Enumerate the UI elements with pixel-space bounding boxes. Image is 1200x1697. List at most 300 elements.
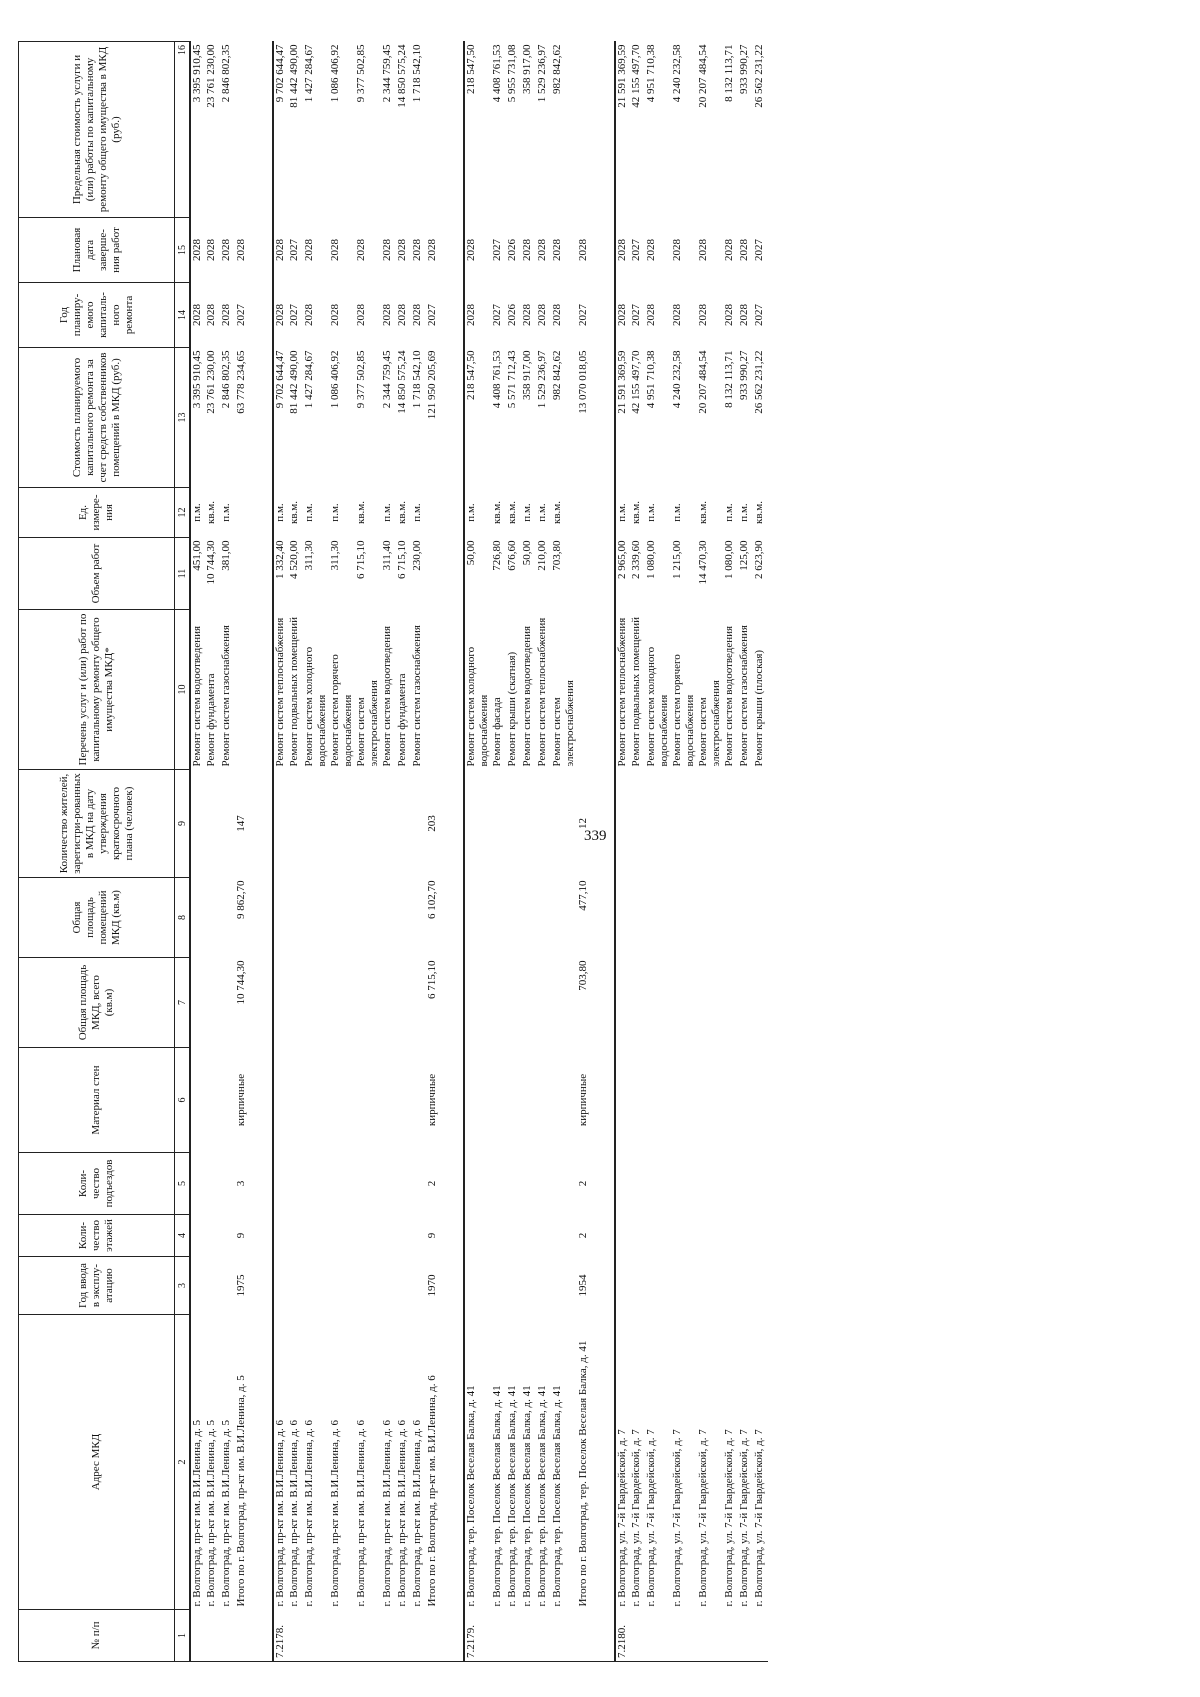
work-volume-cell: 676,60 — [506, 540, 518, 571]
limit-cost-cell: 1 086 406,92 — [329, 44, 341, 103]
entrances-cell — [738, 1153, 753, 1215]
work-type-cell: Ремонт систем электроснабжения — [697, 680, 722, 767]
entrances-cell: 3 — [235, 1180, 247, 1187]
work-type-cell: Ремонт систем газоснабжения — [738, 625, 750, 767]
repair-year-cell: 2028 — [464, 283, 491, 348]
year-built-cell — [411, 1257, 426, 1315]
wall-material-cell — [411, 1048, 426, 1153]
repair-cost-cell: 20 207 484,54 — [697, 350, 709, 414]
column-header-11: Объем работ — [19, 538, 175, 610]
entrances-cell — [536, 1153, 551, 1215]
address-cell: г. Волгоград, ул. 7-й Гвардейской, д. 7 — [753, 1429, 765, 1607]
floors-cell — [521, 1215, 536, 1257]
floors-cell — [464, 1215, 491, 1257]
entrances-cell — [671, 1153, 697, 1215]
floors-cell — [491, 1215, 506, 1257]
wall-material-cell — [273, 1048, 288, 1153]
repair-year-cell: 2028 — [671, 304, 683, 326]
residents-cell — [551, 770, 577, 878]
entrances-cell — [329, 1153, 355, 1215]
table-row — [355, 42, 381, 1662]
floors-cell — [411, 1215, 426, 1257]
work-type-cell: Ремонт систем теплоснабжения — [273, 610, 288, 770]
year-built-cell — [723, 1257, 738, 1315]
unit-cell: п.м. — [190, 488, 205, 538]
work-type-cell: Ремонт подвальных помещений — [630, 616, 642, 767]
floors-cell — [381, 1215, 396, 1257]
repair-cost-cell: 21 591 369,59 — [615, 348, 630, 488]
total-area-cell — [645, 958, 671, 1048]
limit-cost-cell: 81 442 490,00 — [288, 44, 300, 108]
unit-cell: п.м. — [738, 503, 750, 522]
wall-material-cell — [329, 1048, 355, 1153]
total-area-cell — [671, 958, 697, 1048]
address-cell: г. Волгоград, ул. 7-й Гвардейской, д. 7 — [645, 1429, 657, 1607]
table-body — [190, 42, 768, 1662]
work-type-cell: Ремонт систем холодного водоснабжения — [303, 646, 328, 767]
end-date-cell: 2027 — [491, 239, 503, 261]
unit-cell: кв.м. — [355, 501, 367, 524]
row-number-cell — [396, 1610, 411, 1662]
end-date-cell: 2028 — [381, 239, 393, 261]
spacer-row — [441, 42, 464, 1662]
column-number-15: 15 — [175, 218, 191, 283]
year-built-cell — [381, 1257, 396, 1315]
premises-area-cell — [205, 878, 220, 958]
residents-cell — [303, 770, 329, 878]
premises-area-cell — [491, 878, 506, 958]
limit-cost-cell: 358 917,00 — [521, 44, 533, 94]
total-area-cell — [506, 958, 521, 1048]
table-row — [329, 42, 355, 1662]
residents-cell — [205, 770, 220, 878]
wall-material-cell — [615, 1048, 630, 1153]
repair-year-cell: 2027 — [426, 304, 438, 326]
wall-material-cell — [671, 1048, 697, 1153]
work-type-cell: Ремонт систем холодного водоснабжения — [645, 646, 670, 767]
floors-cell — [273, 1215, 288, 1257]
premises-area-cell — [273, 878, 288, 958]
work-volume-cell — [235, 538, 250, 610]
column-header-12: Ед. измере-ния — [19, 488, 175, 538]
unit-cell: п.м. — [615, 488, 630, 538]
repair-year-cell: 2028 — [697, 304, 709, 326]
residents-cell — [521, 770, 536, 878]
column-header-7: Общая площадь МКД, всего (кв.м) — [19, 958, 175, 1048]
year-built-cell — [521, 1257, 536, 1315]
row-number-cell — [355, 1610, 381, 1662]
end-date-cell: 2028 — [645, 239, 657, 261]
unit-cell: кв.м. — [697, 501, 709, 524]
row-number-cell — [645, 1610, 671, 1662]
repair-cost-cell: 4 408 761,53 — [491, 350, 503, 409]
year-built-cell: 1975 — [235, 1274, 247, 1297]
entrances-cell — [381, 1153, 396, 1215]
work-volume-cell: 10 744,30 — [205, 540, 217, 585]
work-type-cell: Ремонт крыши (плоская) — [753, 649, 765, 767]
repair-year-cell: 2027 — [753, 304, 765, 326]
entrances-cell — [630, 1153, 645, 1215]
row-number-cell — [577, 1610, 592, 1662]
column-header-16: Предельная стоимость услуги и (или) работы по капитальному ремонту общего имущества в МКД (руб.) — [19, 42, 175, 218]
repair-cost-cell: 63 778 234,65 — [235, 350, 247, 414]
repair-year-cell: 2027 — [577, 304, 589, 326]
floors-cell — [288, 1215, 303, 1257]
column-number-3: 3 — [175, 1257, 191, 1315]
row-number-cell — [521, 1610, 536, 1662]
end-date-cell: 2028 — [723, 239, 735, 261]
limit-cost-cell: 14 850 575,24 — [396, 44, 408, 108]
year-built-cell — [288, 1257, 303, 1315]
table-row — [521, 42, 536, 1662]
work-volume-cell: 210,00 — [536, 540, 548, 571]
premises-area-cell — [355, 878, 381, 958]
total-area-cell — [205, 958, 220, 1048]
total-row — [235, 42, 250, 1662]
repair-cost-cell: 9 702 644,47 — [273, 348, 288, 488]
wall-material-cell — [190, 1048, 205, 1153]
total-area-cell — [615, 958, 630, 1048]
floors-cell — [697, 1215, 723, 1257]
work-type-cell — [426, 610, 441, 770]
repair-cost-cell: 121 950 205,69 — [426, 350, 438, 420]
limit-cost-cell: 1 529 236,97 — [536, 44, 548, 103]
total-row — [426, 42, 441, 1662]
repair-year-cell: 2027 — [235, 304, 247, 326]
work-type-cell: Ремонт систем теплоснабжения — [536, 617, 548, 767]
work-volume-cell: 1 080,00 — [645, 540, 657, 579]
wall-material-cell — [521, 1048, 536, 1153]
entrances-cell — [491, 1153, 506, 1215]
year-built-cell — [506, 1257, 521, 1315]
work-type-cell: Ремонт систем горячего водоснабжения — [329, 654, 354, 767]
end-date-cell: 2028 — [273, 218, 288, 283]
work-type-cell: Ремонт крыши (скатная) — [506, 651, 518, 767]
wall-material-cell — [303, 1048, 329, 1153]
unit-cell: кв.м. — [288, 501, 300, 524]
floors-cell — [551, 1215, 577, 1257]
address-cell: г. Волгоград, тер. Поселок Веселая Балка, д. 41 — [521, 1385, 533, 1607]
work-volume-cell: 726,80 — [491, 540, 503, 571]
repair-cost-cell: 13 070 018,05 — [577, 350, 589, 414]
year-built-cell: 1970 — [426, 1274, 438, 1297]
year-built-cell: 1954 — [577, 1274, 589, 1297]
entrances-cell — [645, 1153, 671, 1215]
table-row — [396, 42, 411, 1662]
year-built-cell — [303, 1257, 329, 1315]
premises-area-cell — [615, 878, 630, 958]
residents-cell: 12 — [577, 818, 589, 829]
entrances-cell — [506, 1153, 521, 1215]
floors-cell: 9 — [426, 1232, 438, 1239]
residents-cell — [630, 770, 645, 878]
year-built-cell — [273, 1257, 288, 1315]
entrances-cell: 2 — [577, 1180, 589, 1187]
work-volume-cell: 6 715,10 — [355, 540, 367, 579]
premises-area-cell — [521, 878, 536, 958]
entrances-cell — [303, 1153, 329, 1215]
limit-cost-cell: 9 702 644,47 — [273, 42, 288, 218]
entrances-cell — [697, 1153, 723, 1215]
residents-cell — [738, 770, 753, 878]
row-number-cell — [329, 1610, 355, 1662]
address-cell: г. Волгоград, пр-кт им. В.И.Ленина, д. 6 — [273, 1315, 288, 1610]
address-cell: г. Волгоград, ул. 7-й Гвардейской, д. 7 — [630, 1429, 642, 1607]
unit-cell: п.м. — [329, 503, 341, 522]
limit-cost-cell: 21 591 369,59 — [615, 42, 630, 218]
repair-year-cell: 2028 — [411, 304, 423, 326]
address-cell: г. Волгоград, пр-кт им. В.И.Ленина, д. 6 — [329, 1419, 341, 1607]
repair-year-cell: 2028 — [273, 283, 288, 348]
capital-repair-table — [18, 41, 768, 1662]
work-volume-cell: 230,00 — [411, 540, 423, 571]
premises-area-cell — [220, 878, 235, 958]
work-volume-cell: 1 080,00 — [723, 540, 735, 579]
total-area-cell — [521, 958, 536, 1048]
table-row — [697, 42, 723, 1662]
column-number-7: 7 — [175, 958, 191, 1048]
premises-area-cell — [329, 878, 355, 958]
column-header-9: Количество жителей, зарегистри-рованных в МКД на дату утверждения краткосрочного плана (человек) — [19, 770, 175, 878]
address-cell: г. Волгоград, ул. 7-й Гвардейской, д. 7 — [697, 1429, 709, 1607]
repair-year-cell: 2028 — [723, 304, 735, 326]
column-header-4: Коли-чество этажей — [19, 1215, 175, 1257]
column-number-8: 8 — [175, 878, 191, 958]
residents-cell — [506, 770, 521, 878]
entrances-cell — [411, 1153, 426, 1215]
limit-cost-cell: 218 547,50 — [464, 42, 491, 218]
unit-cell — [426, 488, 441, 538]
column-header-15: Плановая дата заверше-ния работ — [19, 218, 175, 283]
end-date-cell: 2028 — [671, 239, 683, 261]
repair-cost-cell: 3 395 910,45 — [190, 348, 205, 488]
residents-cell: 203 — [426, 815, 438, 832]
premises-area-cell: 6 102,70 — [426, 880, 438, 919]
limit-cost-cell: 42 155 497,70 — [630, 44, 642, 108]
repair-cost-cell: 982 842,62 — [551, 350, 563, 400]
address-cell: г. Волгоград, пр-кт им. В.И.Ленина, д. 5 — [220, 1419, 232, 1607]
end-date-cell: 2027 — [288, 239, 300, 261]
end-date-cell: 2028 — [205, 239, 217, 261]
work-type-cell — [577, 610, 592, 770]
repair-cost-cell: 358 917,00 — [521, 350, 533, 400]
unit-cell: п.м. — [671, 503, 683, 522]
end-date-cell: 2027 — [630, 239, 642, 261]
unit-cell: п.м. — [273, 488, 288, 538]
address-cell: г. Волгоград, пр-кт им. В.И.Ленина, д. 6 — [303, 1419, 315, 1607]
total-area-cell — [738, 958, 753, 1048]
table-row — [738, 42, 753, 1662]
row-number-cell — [303, 1610, 329, 1662]
table-row — [220, 42, 235, 1662]
total-row — [577, 42, 592, 1662]
premises-area-cell — [738, 878, 753, 958]
end-date-cell: 2028 — [396, 239, 408, 261]
column-number-14: 14 — [175, 283, 191, 348]
total-area-cell — [355, 958, 381, 1048]
floors-cell — [753, 1215, 768, 1257]
repair-year-cell: 2028 — [738, 304, 750, 326]
wall-material-cell — [205, 1048, 220, 1153]
limit-cost-cell — [235, 42, 250, 218]
table-row — [273, 42, 288, 1662]
unit-cell: кв.м. — [491, 501, 503, 524]
limit-cost-cell: 2 344 759,45 — [381, 44, 393, 103]
work-type-cell: Ремонт систем электроснабжения — [355, 680, 380, 767]
residents-cell — [288, 770, 303, 878]
total-area-cell — [491, 958, 506, 1048]
repair-cost-cell: 14 850 575,24 — [396, 350, 408, 414]
wall-material-cell — [288, 1048, 303, 1153]
work-volume-cell: 451,00 — [190, 538, 205, 610]
total-area-cell — [273, 958, 288, 1048]
end-date-cell: 2028 — [577, 239, 589, 261]
row-number-cell — [536, 1610, 551, 1662]
limit-cost-cell: 982 842,62 — [551, 44, 563, 94]
repair-cost-cell: 2 846 802,35 — [220, 350, 232, 409]
year-built-cell — [205, 1257, 220, 1315]
unit-cell: п.м. — [536, 503, 548, 522]
row-number-cell — [220, 1610, 235, 1662]
row-number-cell: 7.2178. — [273, 1610, 288, 1662]
column-number-4: 4 — [175, 1215, 191, 1257]
address-cell: г. Волгоград, ул. 7-й Гвардейской, д. 7 — [615, 1315, 630, 1610]
total-area-cell — [753, 958, 768, 1048]
spacer-cell — [592, 42, 615, 1662]
residents-cell — [464, 770, 491, 878]
work-type-cell: Ремонт фундамента — [396, 673, 408, 767]
row-number-cell — [491, 1610, 506, 1662]
column-header-13: Стоимость планируемого капитального ремонта за счет средств собственников помещений в МКД (руб.) — [19, 348, 175, 488]
total-area-cell: 10 744,30 — [235, 960, 247, 1005]
spacer-cell — [250, 42, 273, 1662]
table-row — [288, 42, 303, 1662]
row-number-cell — [506, 1610, 521, 1662]
wall-material-cell — [506, 1048, 521, 1153]
entrances-cell: 2 — [426, 1180, 438, 1187]
work-volume-cell: 703,80 — [551, 540, 563, 571]
premises-area-cell — [288, 878, 303, 958]
column-number-row — [175, 42, 191, 1662]
limit-cost-cell: 23 761 230,00 — [205, 44, 217, 108]
wall-material-cell — [536, 1048, 551, 1153]
year-built-cell — [491, 1257, 506, 1315]
table-row — [205, 42, 220, 1662]
work-type-cell: Ремонт систем теплоснабжения — [615, 610, 630, 770]
total-area-cell — [288, 958, 303, 1048]
repair-cost-cell: 81 442 490,00 — [288, 350, 300, 414]
limit-cost-cell — [426, 42, 441, 218]
total-area-cell — [551, 958, 577, 1048]
work-type-cell: Ремонт систем электроснабжения — [551, 680, 576, 767]
repair-cost-cell: 42 155 497,70 — [630, 350, 642, 414]
entrances-cell — [220, 1153, 235, 1215]
address-cell: г. Волгоград, тер. Поселок Веселая Балка, д. 41 — [536, 1385, 548, 1607]
total-area-cell — [381, 958, 396, 1048]
address-cell: г. Волгоград, тер. Поселок Веселая Балка, д. 41 — [506, 1385, 518, 1607]
limit-cost-cell: 1 718 542,10 — [411, 44, 423, 103]
end-date-cell: 2028 — [697, 239, 709, 261]
table-row — [464, 42, 491, 1662]
premises-area-cell — [697, 878, 723, 958]
total-area-cell — [329, 958, 355, 1048]
unit-cell: кв.м. — [506, 501, 518, 524]
floors-cell — [329, 1215, 355, 1257]
total-area-cell — [220, 958, 235, 1048]
work-volume-cell: 6 715,10 — [396, 540, 408, 579]
work-volume-cell: 2 339,60 — [630, 540, 642, 579]
address-cell: Итого по г. Волгоград, тер. Поселок Веселая Балка, д. 41 — [577, 1340, 589, 1607]
repair-cost-cell: 1 086 406,92 — [329, 350, 341, 409]
repair-cost-cell: 933 990,27 — [738, 350, 750, 400]
table-row — [630, 42, 645, 1662]
unit-cell — [235, 488, 250, 538]
row-number-cell — [723, 1610, 738, 1662]
row-number-cell — [190, 1610, 205, 1662]
work-volume-cell: 50,00 — [521, 540, 533, 566]
row-number-cell: 7.2179. — [464, 1610, 491, 1662]
wall-material-cell — [753, 1048, 768, 1153]
year-built-cell — [396, 1257, 411, 1315]
spacer-cell — [441, 42, 464, 1662]
residents-cell — [536, 770, 551, 878]
premises-area-cell — [190, 878, 205, 958]
end-date-cell: 2028 — [536, 239, 548, 261]
end-date-cell: 2028 — [551, 239, 563, 261]
work-type-cell: Ремонт подвальных помещений — [288, 616, 300, 767]
column-number-13: 13 — [175, 348, 191, 488]
year-built-cell — [753, 1257, 768, 1315]
unit-cell: кв.м. — [396, 501, 408, 524]
limit-cost-cell: 20 207 484,54 — [697, 44, 709, 108]
row-number-cell — [697, 1610, 723, 1662]
repair-year-cell: 2028 — [381, 304, 393, 326]
end-date-cell: 2026 — [506, 239, 518, 261]
residents-cell — [190, 770, 205, 878]
year-built-cell — [355, 1257, 381, 1315]
end-date-cell: 2028 — [521, 239, 533, 261]
table-row — [506, 42, 521, 1662]
residents-cell — [381, 770, 396, 878]
address-cell: г. Волгоград, пр-кт им. В.И.Ленина, д. 6 — [288, 1419, 300, 1607]
unit-cell: п.м. — [464, 488, 491, 538]
work-volume-cell — [426, 538, 441, 610]
spacer-row — [592, 42, 615, 1662]
year-built-cell — [671, 1257, 697, 1315]
work-type-cell: Ремонт систем водоотведения — [521, 625, 533, 767]
wall-material-cell — [491, 1048, 506, 1153]
entrances-cell — [551, 1153, 577, 1215]
repair-cost-cell: 26 562 231,22 — [753, 350, 765, 414]
repair-year-cell: 2026 — [506, 304, 518, 326]
total-area-cell — [630, 958, 645, 1048]
row-number-cell — [671, 1610, 697, 1662]
year-built-cell — [220, 1257, 235, 1315]
unit-cell: кв.м. — [753, 501, 765, 524]
wall-material-cell — [697, 1048, 723, 1153]
entrances-cell — [464, 1153, 491, 1215]
end-date-cell: 2028 — [426, 239, 438, 261]
total-area-cell — [697, 958, 723, 1048]
address-cell: г. Волгоград, пр-кт им. В.И.Ленина, д. 6 — [396, 1419, 408, 1607]
work-type-cell: Ремонт систем газоснабжения — [411, 625, 423, 767]
unit-cell: п.м. — [411, 503, 423, 522]
row-number-cell — [630, 1610, 645, 1662]
premises-area-cell — [396, 878, 411, 958]
limit-cost-cell — [577, 42, 592, 218]
repair-cost-cell: 1 718 542,10 — [411, 350, 423, 409]
year-built-cell — [615, 1257, 630, 1315]
